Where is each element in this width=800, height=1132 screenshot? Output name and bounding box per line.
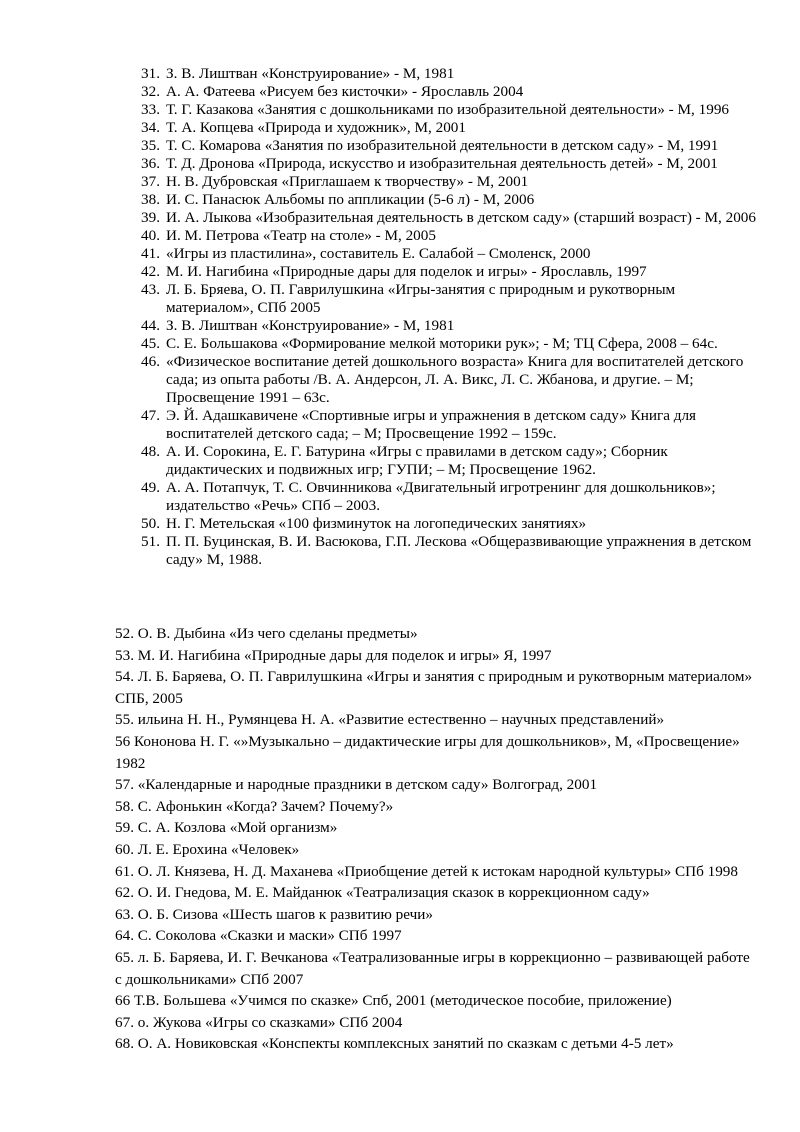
list-item-number: 33. (141, 101, 160, 118)
bibliography-list-flush (115, 623, 755, 1055)
list-item-text: И. М. Петрова «Театр на столе» - М, 2005 (166, 227, 436, 244)
list-item: 61. О. Л. Князева, Н. Д. Маханева «Приобщение детей к истокам народной культуры» СПб 1998 (115, 862, 738, 880)
list-item (0, 119, 761, 137)
list-item (0, 407, 761, 443)
list-item (0, 83, 761, 101)
list-item: 63. О. Б. Сизова «Шесть шагов к развитию речи» (115, 905, 433, 923)
list-item (0, 227, 761, 245)
list-item (0, 245, 761, 263)
list-item-number: 35. (141, 137, 160, 154)
list-item-number: 38. (141, 191, 160, 208)
list-item (0, 155, 761, 173)
list-item-text: Э. Й. Адашкавичене «Спортивные игры и упражнения в детском саду» Книга для воспитателей детского сада; – М; Просвещение 1992 – 159с. (166, 407, 697, 442)
list-item-text: Т. Д. Дронова «Природа, искусство и изобразительная деятельность детей» - М, 2001 (166, 155, 718, 172)
list-item-number: 51. (141, 533, 160, 550)
list-item: 53. М. И. Нагибина «Природные дары для поделок и игры» Я, 1997 (115, 646, 552, 664)
list-item: 67. о. Жукова «Игры со сказками» СПб 2004 (115, 1013, 403, 1031)
list-item (0, 353, 761, 407)
list-item-text: А. И. Сорокина, Е. Г. Батурина «Игры с правилами в детском саду»; Сборник дидактических и подвижных игр; ГУПИ; – М; Просвещение 1962. (166, 443, 668, 478)
list-item: 58. С. Афонькин «Когда? Зачем? Почему?» (115, 797, 394, 815)
list-item-number: 43. (141, 281, 160, 298)
list-item-number: 46. (141, 353, 160, 370)
list-item (0, 137, 761, 155)
list-item-text: Н. Г. Метельская «100 физминуток на логопедических занятиях» (166, 515, 587, 532)
list-item-text: Т. Г. Казакова «Занятия с дошкольниками по изобразительной деятельности» - М, 1996 (166, 101, 730, 118)
list-item-text: Н. В. Дубровская «Приглашаем к творчеству» - М, 2001 (166, 173, 529, 190)
list-item-text: Т. С. Комарова «Занятия по изобразительной деятельности в детском саду» - М, 1991 (166, 137, 719, 154)
list-item-number: 31. (141, 65, 160, 82)
list-item-text: П. П. Буцинская, В. И. Васюкова, Г.П. Лескова «Общеразвивающие упражнения в детском саду» М, 1988. (166, 533, 752, 568)
list-item-text: А. А. Фатеева «Рисуем без кисточки» - Ярославль 2004 (166, 83, 524, 100)
list-item (0, 101, 761, 119)
list-item (0, 515, 761, 533)
list-item: 54. Л. Б. Баряева, О. П. Гаврилушкина «Игры и занятия с природным и рукотворным материалом» СПБ, 2005 (115, 668, 753, 707)
list-item-number: 39. (141, 209, 160, 226)
list-item (0, 173, 761, 191)
list-item-number: 50. (141, 515, 160, 532)
list-item-number: 34. (141, 119, 160, 136)
list-item-text: «Игры из пластилина», составитель Е. Салабой – Смоленск, 2000 (166, 245, 591, 262)
list-item (0, 263, 761, 281)
list-item-text: «Физическое воспитание детей дошкольного возраста» Книга для воспитателей детского сада; из опыта работы /В. А. Андерсон, Л. А. Викс, Л. С. Жбанова, и другие. – М; Просвещение 1991 – 63с. (166, 353, 744, 406)
list-item-number: 44. (141, 317, 160, 334)
list-item-number: 45. (141, 335, 160, 352)
list-item (0, 335, 761, 353)
list-item (0, 65, 761, 83)
list-item (0, 533, 761, 569)
list-item: 64. С. Соколова «Сказки и маски» СПб 1997 (115, 927, 402, 945)
list-item-text: И. А. Лыкова «Изобразительная деятельность в детском саду» (старший возраст) - М, 2006 (166, 209, 756, 226)
list-item: 66 Т.В. Большева «Учимся по сказке» Спб, 2001 (методическое пособие, приложение) (115, 992, 672, 1010)
list-item-number: 36. (141, 155, 160, 172)
list-item-text: З. В. Лиштван «Конструирование» - М, 1981 (166, 65, 455, 82)
list-item: 60. Л. Е. Ерохина «Человек» (115, 840, 300, 858)
list-item-number: 48. (141, 443, 160, 460)
list-item (0, 317, 761, 335)
list-item: 57. «Календарные и народные праздники в детском саду» Волгоград, 2001 (115, 776, 598, 794)
list-item (0, 281, 761, 317)
list-item-number: 40. (141, 227, 160, 244)
list-item: 55. ильина Н. Н., Румянцева Н. А. «Развитие естественно – научных представлений» (115, 711, 665, 729)
list-item-text: А. А. Потапчук, Т. С. Овчинникова «Двигательный игротренинг для дошкольников»; издательство «Речь» СПб – 2003. (166, 479, 716, 514)
list-item: 59. С. А. Козлова «Мой организм» (115, 819, 338, 837)
list-item-text: Т. А. Копцева «Природа и художник», М, 2001 (166, 119, 466, 136)
list-item (0, 209, 761, 227)
list-item: 68. О. А. Новиковская «Конспекты комплексных занятий по сказкам с детьми 4-5 лет» (115, 1035, 674, 1053)
list-item: 52. О. В. Дыбина «Из чего сделаны предметы» (115, 625, 418, 642)
list-item-number: 32. (141, 83, 160, 100)
list-item-text: С. Е. Большакова «Формирование мелкой моторики рук»; - М; ТЦ Сфера, 2008 – 64с. (166, 335, 718, 352)
list-item (0, 191, 761, 209)
bibliography-list-indented (0, 65, 800, 569)
list-item-text: И. С. Панасюк Альбомы по аппликации (5-6 л) - М, 2006 (166, 191, 535, 208)
list-item-text: М. И. Нагибина «Природные дары для поделок и игры» - Ярославль, 1997 (166, 263, 647, 280)
list-item (0, 479, 761, 515)
list-item-number: 47. (141, 407, 160, 424)
list-item (0, 443, 761, 479)
list-item-number: 41. (141, 245, 160, 262)
list-item: 56 Кононова Н. Г. «»Музыкально – дидактические игры для дошкольников», М, «Просвещение» 1982 (115, 732, 740, 772)
list-item-number: 42. (141, 263, 160, 280)
list-item-text: Л. Б. Бряева, О. П. Гаврилушкина «Игры-занятия с природным и рукотворным материалом», СПб 2005 (166, 281, 676, 316)
list-item: 65. л. Б. Баряева, И. Г. Вечканова «Театрализованные игры в коррекционно – развивающей работе с дошкольниками» СПб 2007 (115, 948, 750, 988)
list-item-number: 49. (141, 479, 160, 496)
list-item: 62. О. И. Гнедова, М. Е. Майданюк «Театрализация сказок в коррекционном саду» (115, 884, 650, 902)
list-item-text: З. В. Лиштван «Конструирование» - М, 1981 (166, 317, 455, 334)
list-item-number: 37. (141, 173, 160, 190)
